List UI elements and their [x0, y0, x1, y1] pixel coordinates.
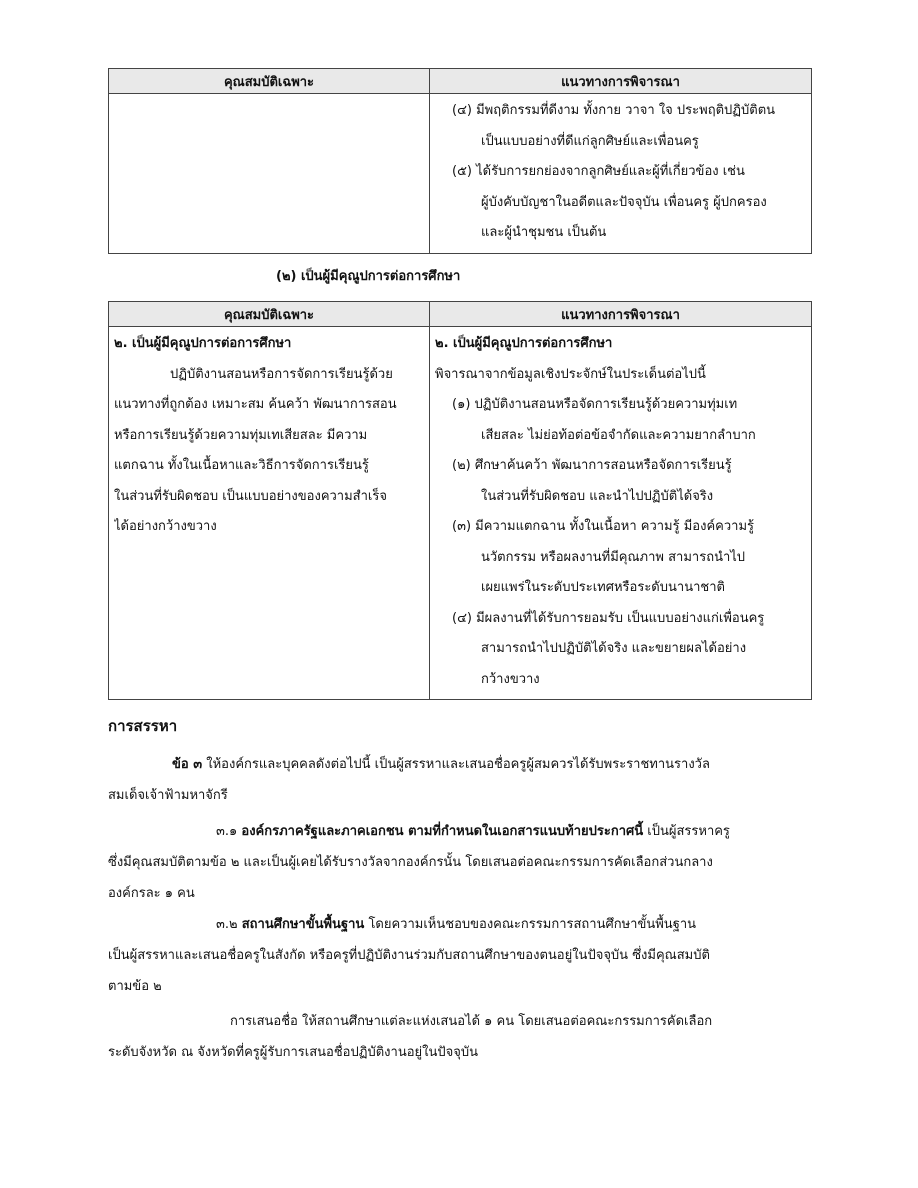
guideline-item: (๓) มีความแตกฉาน ทั้งในเนื้อหา ความรู้ มีองค์ความรู้	[452, 519, 755, 534]
qualification-line: ปฏิบัติงานสอนหรือการจัดการเรียนรู้ด้วย	[170, 366, 393, 382]
clause-bold-text: องค์กรภาครัฐและภาคเอกชน ตามที่กำหนดในเอกสารแนบท้ายประกาศนี้	[241, 824, 644, 839]
guideline-item: (๕) ได้รับการยกย่องจากลูกศิษย์และผู้ที่เกี่ยวข้อง เช่น	[452, 164, 745, 179]
table-header-row	[109, 69, 812, 94]
qualification-title: ๒. เป็นผู้มีคุณูปการต่อการศึกษา	[114, 336, 292, 351]
column-header-guideline: แนวทางการพิจารณา	[430, 69, 812, 94]
paragraph-line: เป็นผู้สรรหาและเสนอชื่อครูในสังกัด หรือครูที่ปฏิบัติงานร่วมกับสถานศึกษาของตนอยู่ในปัจจุบัน ซึ่งมีคุณสมบัติ	[108, 948, 710, 963]
table-header-row	[109, 302, 812, 327]
column-header-qualification: คุณสมบัติเฉพาะ	[109, 302, 430, 327]
guideline-item-continued: ผู้บังคับบัญชาในอดีตและปัจจุบัน เพื่อนครู ผู้ปกครอง	[481, 194, 767, 210]
clause-text: เป็นผู้สรรหาครู	[643, 824, 730, 839]
guideline-item: (๑) ปฏิบัติงานสอนหรือจัดการเรียนรู้ด้วยความทุ่มเท	[452, 397, 738, 412]
guideline-item-continued: เป็นแบบอย่างที่ดีแก่ลูกศิษย์และเพื่อนครู	[481, 133, 699, 149]
criteria-table-contribution	[108, 301, 812, 700]
nomination-paragraph	[108, 1006, 811, 1068]
paragraph-line	[108, 749, 811, 780]
clause-3-1-paragraph	[108, 816, 811, 909]
paragraph-line	[108, 909, 811, 940]
paragraph-line: การเสนอชื่อ ให้สถานศึกษาแต่ละแห่งเสนอได้ ๑ คน โดยเสนอต่อคณะกรรมการคัดเลือก	[230, 1014, 713, 1029]
clause-3-2-paragraph	[108, 909, 811, 1002]
qualification-cell	[109, 327, 430, 700]
paragraph-line	[108, 816, 811, 847]
table-row	[109, 94, 812, 254]
table-row	[109, 327, 812, 700]
clause-3-paragraph	[108, 749, 811, 811]
clause-bold-text: สถานศึกษาขั้นพื้นฐาน	[241, 917, 365, 932]
guideline-item-continued: นวัตกรรม หรือผลงานที่มีคุณภาพ สามารถนำไป	[481, 549, 746, 565]
column-header-guideline: แนวทางการพิจารณา	[430, 302, 812, 327]
clause-text: โดยความเห็นชอบของคณะกรรมการสถานศึกษาขั้นพื้นฐาน	[364, 917, 697, 932]
qualification-line: ได้อย่างกว้างขวาง	[114, 519, 217, 534]
guideline-item: (๔) มีผลงานที่ได้รับการยอมรับ เป็นแบบอย่างแก่เพื่อนครู	[452, 610, 765, 626]
guideline-item: (๔) มีพฤติกรรมที่ดีงาม ทั้งกาย วาจา ใจ ประพฤติปฏิบัติตน	[452, 103, 776, 118]
guideline-item-continued: เผยแพร่ในระดับประเทศหรือระดับนานาชาติ	[481, 580, 725, 595]
section-heading: การสรรหา	[108, 717, 178, 735]
paragraph-line: ตามข้อ ๒	[108, 979, 162, 994]
paragraph-line: สมเด็จเจ้าฟ้ามหาจักรี	[108, 788, 228, 803]
guideline-cell	[430, 94, 812, 254]
paragraph-line: ซึ่งมีคุณสมบัติตามข้อ ๒ และเป็นผู้เคยได้รับรางวัลจากองค์กรนั้น โดยเสนอต่อคณะกรรมการคัดเลือกส่วนกลาง	[108, 855, 713, 870]
qualification-cell	[109, 94, 430, 254]
paragraph-line: องค์กรละ ๑ คน	[108, 886, 195, 901]
qualification-line: ในส่วนที่รับผิดชอบ เป็นแบบอย่างของความสำเร็จ	[114, 488, 387, 504]
clause-number: ๓.๒	[216, 917, 242, 932]
subsection-heading: (๒) เป็นผู้มีคุณูปการต่อการศึกษา	[276, 269, 461, 284]
guideline-title: ๒. เป็นผู้มีคุณูปการต่อการศึกษา	[435, 336, 613, 351]
guideline-item-continued: และผู้นำชุมชน เป็นต้น	[481, 225, 607, 240]
clause-label: ข้อ ๓	[172, 757, 203, 772]
qualification-line: หรือการเรียนรู้ด้วยความทุ่มเทเสียสละ มีความ	[114, 427, 368, 443]
clause-number: ๓.๑	[216, 824, 242, 839]
clause-text: ให้องค์กรและบุคคลดังต่อไปนี้ เป็นผู้สรรหาและเสนอชื่อครูผู้สมควรได้รับพระราชทานรางวัล	[202, 757, 710, 772]
guideline-item: (๒) ศึกษาค้นคว้า พัฒนาการสอนหรือจัดการเรียนรู้	[452, 458, 732, 473]
criteria-table-continued	[108, 68, 812, 254]
column-header-qualification: คุณสมบัติเฉพาะ	[109, 69, 430, 94]
guideline-item-continued: กว้างขวาง	[481, 671, 540, 687]
guideline-cell	[430, 327, 812, 700]
paragraph-line: ระดับจังหวัด ณ จังหวัดที่ครูผู้รับการเสนอชื่อปฏิบัติงานอยู่ในปัจจุบัน	[108, 1045, 478, 1060]
guideline-item-continued: ในส่วนที่รับผิดชอบ และนำไปปฏิบัติได้จริง	[481, 488, 714, 504]
qualification-line: แนวทางที่ถูกต้อง เหมาะสม ค้นคว้า พัฒนาการสอน	[114, 397, 397, 412]
guideline-item-continued: เสียสละ ไม่ย่อท้อต่อข้อจำกัดและความยากลำบาก	[481, 427, 756, 443]
guideline-item-continued: สามารถนำไปปฏิบัติได้จริง และขยายผลได้อย่าง	[481, 641, 747, 656]
qualification-line: แตกฉาน ทั้งในเนื้อหาและวิธีการจัดการเรียนรู้	[114, 458, 369, 473]
guideline-intro: พิจารณาจากข้อมูลเชิงประจักษ์ในประเด็นต่อไปนี้	[435, 366, 706, 382]
